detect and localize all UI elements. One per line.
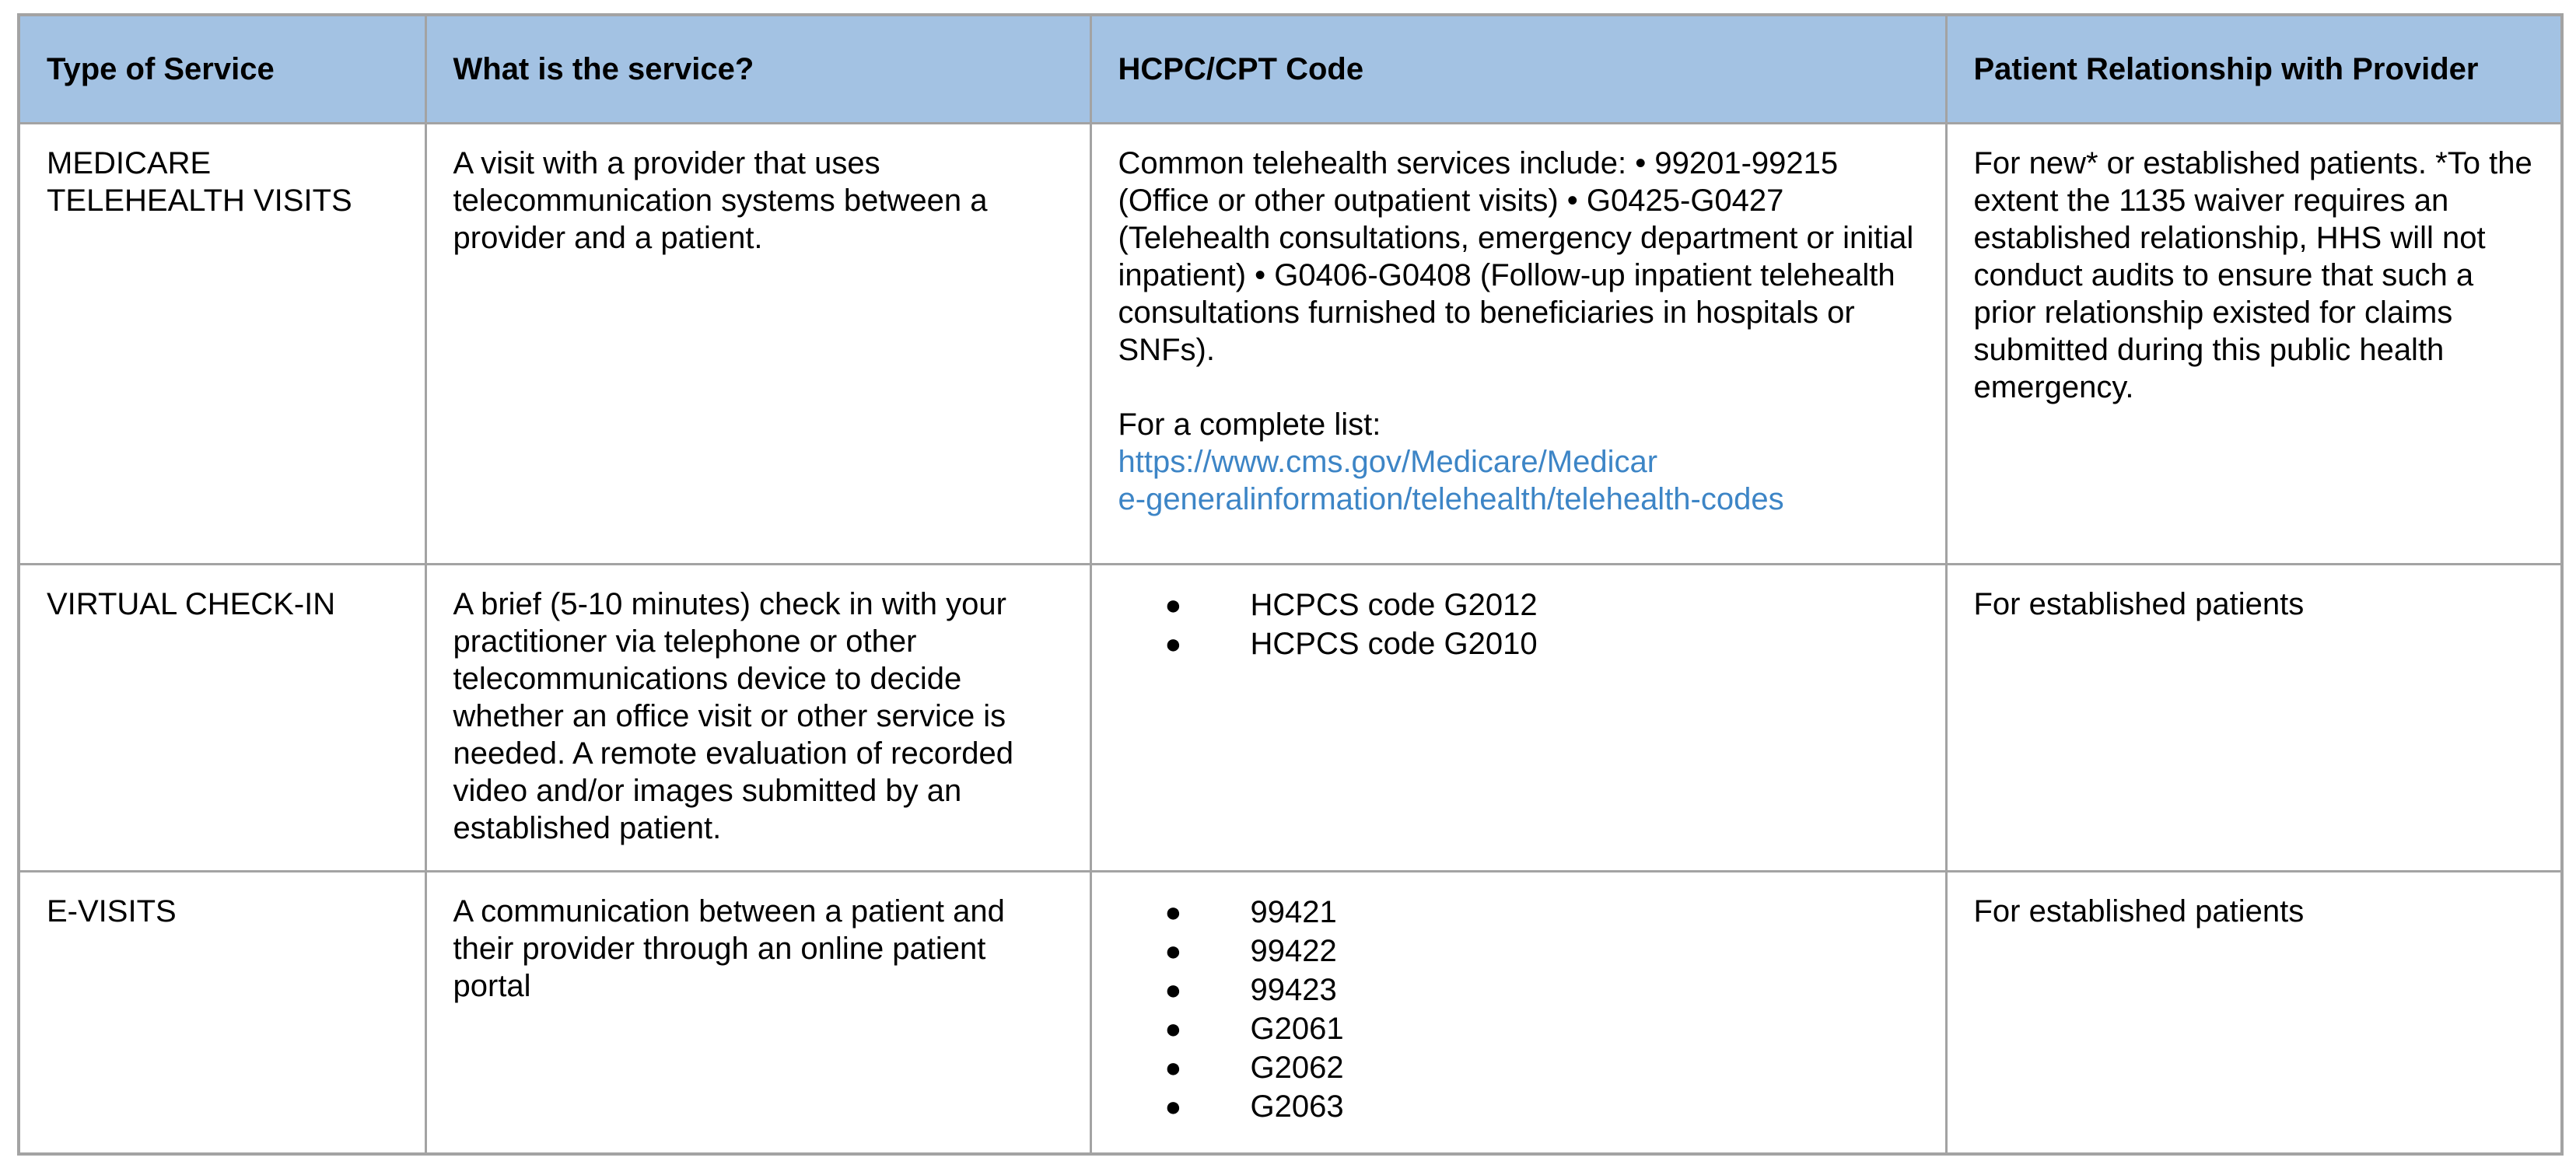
service-type-label: VIRTUAL CHECK-IN: [47, 586, 336, 621]
list-item: [1118, 624, 1919, 663]
telehealth-services-table: [17, 13, 2564, 1156]
list-item: [1118, 893, 1919, 932]
column-header-patient-relationship: Patient Relationship with Provider: [1946, 15, 2562, 123]
cms-link-line-2: e-generalinformation/telehealth/telehealth-codes: [1118, 481, 1784, 516]
codes-bullet-list: [1118, 893, 1919, 1126]
bullet-icon: ●: [1164, 1051, 1182, 1083]
cell-codes: [1090, 123, 1946, 564]
table-row-virtual-check-in: [19, 564, 2562, 871]
list-item: [1118, 1009, 1919, 1048]
codes-paragraph: Common telehealth services include: • 99201-99215 (Office or other outpatient visits) • G0425-G0427 (Telehealth consultations, emergency department or initial inpatient) • G0406-G0408 (Follow-up inpatient telehealth consultations furnished to beneficiaries in hospitals or SNFs).: [1118, 145, 1914, 367]
cell-service-type: [19, 123, 425, 564]
bullet-icon: ●: [1164, 973, 1182, 1005]
list-item: [1118, 1087, 1919, 1126]
cell-patient-relationship: [1946, 564, 2562, 871]
list-item: [1118, 586, 1919, 624]
cell-codes: [1090, 871, 1946, 1154]
cell-service-type: [19, 564, 425, 871]
code-text: 99421: [1250, 894, 1337, 929]
bullet-icon: ●: [1164, 1012, 1182, 1044]
cell-service-description: [425, 871, 1090, 1154]
bullet-icon: ●: [1164, 895, 1182, 928]
bullet-icon: ●: [1164, 1089, 1182, 1122]
code-text: G2061: [1250, 1011, 1344, 1046]
list-item: [1118, 970, 1919, 1009]
code-text: HCPCS code G2012: [1250, 587, 1538, 622]
bullet-icon: ●: [1164, 934, 1182, 967]
service-type-label: MEDICARE TELEHEALTH VISITS: [47, 145, 352, 218]
header-row: [19, 15, 2562, 123]
column-header-what-is-the-service: What is the service?: [425, 15, 1090, 123]
bullet-icon: ●: [1164, 588, 1182, 621]
table-row-e-visits: [19, 871, 2562, 1154]
table-row-medicare-telehealth-visits: [19, 123, 2562, 564]
list-item: [1118, 932, 1919, 970]
service-type-label: E-VISITS: [47, 893, 177, 928]
complete-list-note: For a complete list:: [1118, 407, 1381, 442]
list-item: [1118, 1048, 1919, 1087]
patient-relationship-text: For established patients: [1973, 893, 2305, 928]
service-description-text: A communication between a patient and their provider through an online patient portal: [453, 893, 1005, 1003]
cms-link-line-1: https://www.cms.gov/Medicare/Medicar: [1118, 444, 1658, 479]
service-description-text: A brief (5-10 minutes) check in with your practitioner via telephone or other telecommunications device to decide whether an office visit or other service is needed. A remote evaluation of recorded video and/or images submitted by an established patient.: [453, 586, 1014, 845]
code-text: 99422: [1250, 933, 1337, 968]
code-text: HCPCS code G2010: [1250, 626, 1538, 661]
bullet-icon: ●: [1164, 627, 1182, 659]
cms-telehealth-codes-link[interactable]: [1118, 443, 1919, 518]
patient-relationship-text: For new* or established patients. *To the extent the 1135 waiver requires an established relationship, HHS will not conduct audits to ensure that such a prior relationship existed for claims submitted during this public health emergency.: [1973, 145, 2532, 404]
cell-service-description: [425, 123, 1090, 564]
cell-service-type: [19, 871, 425, 1154]
cell-patient-relationship: [1946, 123, 2562, 564]
patient-relationship-text: For established patients: [1973, 586, 2305, 621]
cell-patient-relationship: [1946, 871, 2562, 1154]
service-description-text: A visit with a provider that uses telecommunication systems between a provider and a patient.: [453, 145, 988, 255]
telehealth-services-table-container: [17, 13, 2564, 1156]
column-header-hcpc-cpt-code: HCPC/CPT Code: [1090, 15, 1946, 123]
codes-bullet-list: [1118, 586, 1919, 663]
cell-codes: [1090, 564, 1946, 871]
code-text: G2063: [1250, 1089, 1344, 1124]
code-text: 99423: [1250, 972, 1337, 1007]
code-text: G2062: [1250, 1050, 1344, 1085]
cell-service-description: [425, 564, 1090, 871]
column-header-type-of-service: Type of Service: [19, 15, 425, 123]
